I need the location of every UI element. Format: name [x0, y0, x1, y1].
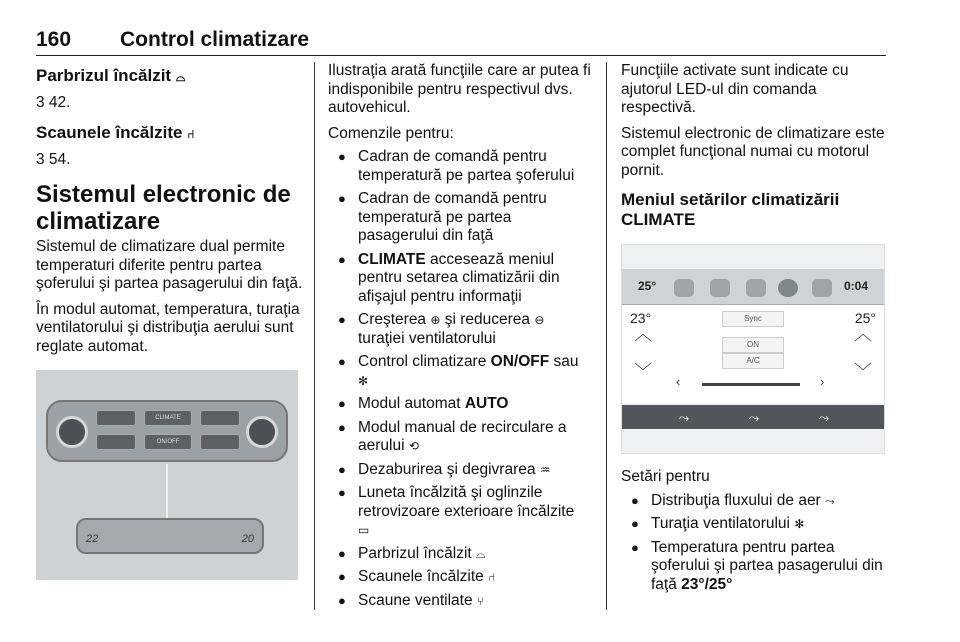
- right-temperature-display: 20: [241, 533, 254, 545]
- section-title: Sistemul electronic de climatizare: [36, 181, 291, 235]
- chevron-down-icon: ﹀: [634, 362, 652, 382]
- list-item: ● Control climatizare ON/OFF sau ✻: [328, 353, 592, 390]
- control-panel-lower: [76, 518, 264, 554]
- clock: 0:04: [843, 279, 868, 293]
- chevron-down-icon: ﹀: [854, 362, 872, 382]
- passenger-temperature: 25°: [854, 310, 876, 326]
- column-divider: [314, 62, 315, 610]
- column-divider: [606, 62, 607, 610]
- ventilated-seat-icon: ⑂: [476, 593, 485, 608]
- button-row: [200, 410, 240, 426]
- outside-temperature: 25°: [638, 279, 657, 293]
- list-item: ● Parbrizul încălzit ⌓: [328, 545, 592, 564]
- heading-heated-windscreen: Parbrizul încălzit ⌓: [36, 66, 186, 85]
- phone-icon: [710, 279, 730, 297]
- list-item: ● Modul manual de recirculare a aerului ⟲: [328, 419, 592, 456]
- heated-windscreen-icon: ⌓: [175, 70, 186, 84]
- illustration-note: Ilustraţia arată funcţiile care ar putea fi indisponibile pentru respectivul dvs. autovehicul.: [328, 62, 591, 116]
- chevron-left-icon: ‹: [676, 374, 681, 389]
- heated-windscreen-icon: ⌓: [476, 546, 486, 561]
- sync-button: Sync: [722, 311, 784, 327]
- led-note: Funcţiile activate sunt indicate cu ajutorul LED-ul din comanda respectivă.: [621, 62, 849, 116]
- driver-temperature: 23°: [630, 310, 652, 326]
- list-item: ● Dezaburirea şi degivrarea ♒: [328, 461, 592, 480]
- controls-intro: Comenzile pentru:: [328, 124, 454, 142]
- footwell-airflow-icon: ⤳: [818, 410, 830, 425]
- heated-seat-icon: ⑁: [488, 570, 496, 584]
- audio-icon: [674, 279, 694, 297]
- button-row: [96, 434, 136, 450]
- climate-menu-screenshot: [621, 244, 885, 454]
- vent-airflow-icon: ⤳: [748, 410, 760, 425]
- driver-temperature-knob: [56, 416, 88, 448]
- chevron-up-icon: ︿: [854, 324, 872, 344]
- list-item: ● Luneta încălzită şi oglinzile retrovizoare exterioare încălzite ▭: [328, 484, 592, 540]
- fan-speed-slider: [702, 383, 800, 386]
- column-left: [36, 62, 304, 580]
- page-header: [36, 22, 886, 56]
- engine-note: Sistemul electronic de climatizare este complet funcţional numai cu motorul pornit.: [621, 124, 885, 179]
- callout-line: [166, 464, 168, 520]
- list-item: ● Scaunele încălzite ⑁: [328, 568, 592, 587]
- auto-mode-paragraph: În modul automat, temperatura, turaţia ventilatorului şi distribuţia aerului sunt reglate automat.: [36, 300, 300, 355]
- list-item: ● Cadran de comandă pentru temperatură pe partea pasagerului din faţă: [328, 190, 592, 246]
- column-right: [621, 62, 889, 594]
- heading-heated-seats: Scaunele încălzite ⑁: [36, 122, 195, 142]
- climate-icon: [778, 279, 798, 297]
- list-item: ● Cadran de comandă pentru temperatură pe partea şoferului: [328, 148, 592, 185]
- page-reference: 3 54.: [36, 150, 71, 168]
- button-row: [96, 410, 136, 426]
- list-item: ● CLIMATE accesează meniul pentru setarea climatizării din afişajul pentru informaţii: [328, 251, 592, 307]
- chevron-right-icon: ›: [820, 374, 825, 389]
- passenger-temperature-knob: [246, 416, 278, 448]
- recirculation-icon: ⟲: [408, 439, 419, 453]
- controls-list: [328, 148, 592, 610]
- menu-heading: Meniul setărilor climatizării CLIMATE: [621, 190, 840, 229]
- list-item: ● Scaune ventilate ⑂: [328, 592, 592, 611]
- list-item: ● Distribuţia fluxului de aer ⤳: [621, 492, 889, 511]
- list-item: ● Turaţia ventilatorului ✻: [621, 515, 889, 534]
- fan-off-icon: ✻: [358, 373, 369, 388]
- windscreen-airflow-icon: ⤳: [678, 410, 690, 425]
- chapter-title: Control climatizare: [120, 28, 310, 51]
- list-item: ● Modul automat AUTO: [328, 395, 592, 414]
- airflow-distribution-icon: ⤳: [825, 493, 835, 508]
- settings-list: [621, 492, 889, 595]
- onoff-button: ON/OFF: [144, 434, 192, 450]
- rear-window-heater-icon: ▭: [358, 523, 370, 537]
- button-row: [200, 434, 240, 450]
- left-temperature-display: 22: [86, 533, 99, 545]
- page-reference: 3 42.: [36, 94, 71, 111]
- fan-up-icon: ⊕: [430, 313, 441, 327]
- climate-button: CLIMATE: [144, 410, 192, 426]
- on-button: ON: [722, 337, 784, 353]
- defrost-icon: ♒: [539, 462, 551, 477]
- intro-paragraph: Sistemul de climatizare dual permite temperaturi diferite pentru partea şoferului şi partea pasagerului din faţă.: [36, 238, 303, 292]
- fan-down-icon: ⊖: [534, 313, 545, 327]
- control-panel-photo: [36, 370, 298, 580]
- column-middle: [328, 62, 592, 610]
- control-panel-upper: [46, 400, 288, 462]
- list-item: ● Temperatura pentru partea şoferului şi partea pasagerului din faţă 23°/25°: [621, 539, 889, 595]
- heated-seat-icon: ⑁: [187, 126, 195, 141]
- ac-button: A/C: [722, 353, 784, 369]
- apps-icon: [812, 279, 832, 297]
- settings-intro: Setări pentru: [621, 468, 710, 485]
- fan-icon: ✻: [794, 517, 805, 531]
- page-number: 160: [36, 28, 72, 51]
- list-item: ● Creşterea ⊕ şi reducerea ⊖ turaţiei ventilatorului: [328, 311, 592, 348]
- chevron-up-icon: ︿: [634, 324, 652, 344]
- navigation-icon: [746, 279, 766, 297]
